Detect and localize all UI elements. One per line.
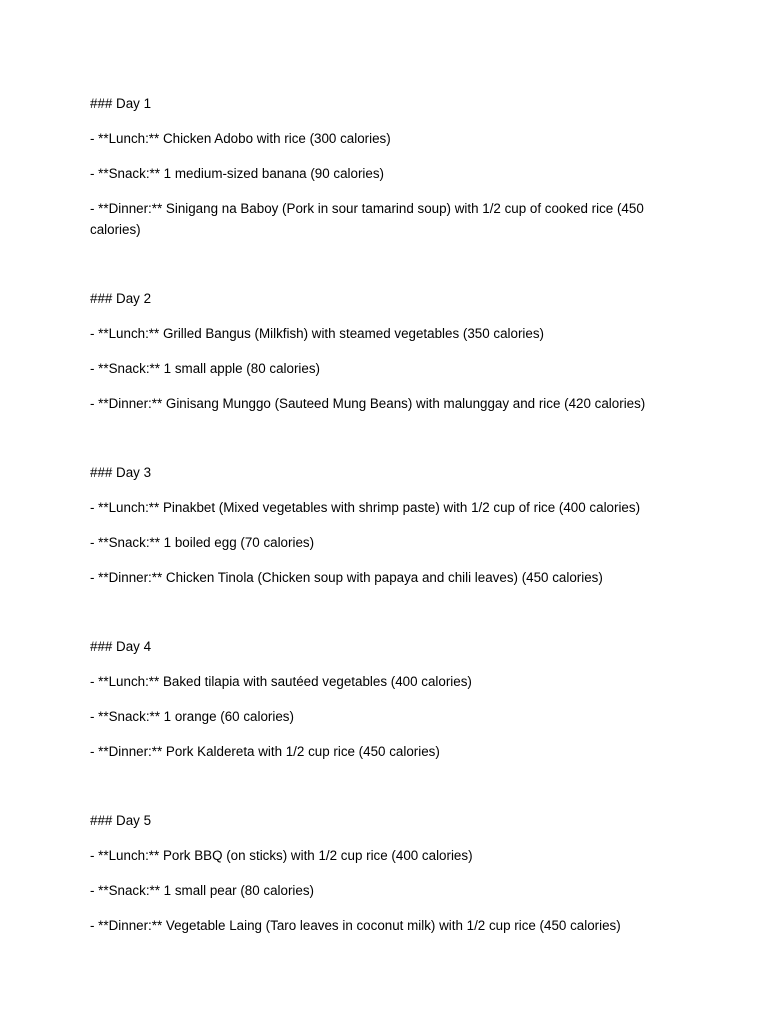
meal-item-dinner: - **Dinner:** Chicken Tinola (Chicken soup with papaya and chili leaves) (450 calories) xyxy=(90,570,603,585)
day-heading: ### Day 2 xyxy=(90,291,152,306)
meal-item-dinner: - **Dinner:** Ginisang Munggo (Sauteed Mung Beans) with malunggay and rice (420 calories) xyxy=(90,396,646,411)
meal-item-dinner: - **Dinner:** Vegetable Laing (Taro leaves in coconut milk) with 1/2 cup rice (450 calories) xyxy=(90,918,621,933)
day-heading: ### Day 4 xyxy=(90,639,152,654)
meal-item-snack: - **Snack:** 1 orange (60 calories) xyxy=(90,709,294,724)
day-section-1 xyxy=(90,93,690,240)
meal-item-snack: - **Snack:** 1 small pear (80 calories) xyxy=(90,883,315,898)
meal-item-lunch: - **Lunch:** Grilled Bangus (Milkfish) with steamed vegetables (350 calories) xyxy=(90,326,545,341)
meal-item-snack: - **Snack:** 1 small apple (80 calories) xyxy=(90,361,320,376)
meal-item-lunch: - **Lunch:** Pork BBQ (on sticks) with 1/2 cup rice (400 calories) xyxy=(90,848,473,863)
meal-item-lunch: - **Lunch:** Baked tilapia with sautéed vegetables (400 calories) xyxy=(90,674,472,689)
document-body xyxy=(90,93,690,936)
meal-item-lunch: - **Lunch:** Chicken Adobo with rice (300 calories) xyxy=(90,131,391,146)
day-heading: ### Day 5 xyxy=(90,813,152,828)
day-section-2 xyxy=(90,288,690,414)
day-heading: ### Day 1 xyxy=(90,96,152,111)
day-section-4 xyxy=(90,636,690,762)
meal-item-snack: - **Snack:** 1 boiled egg (70 calories) xyxy=(90,535,315,550)
meal-item-snack: - **Snack:** 1 medium-sized banana (90 calories) xyxy=(90,166,384,181)
meal-item-dinner: - **Dinner:** Pork Kaldereta with 1/2 cup rice (450 calories) xyxy=(90,744,440,759)
meal-item-lunch: - **Lunch:** Pinakbet (Mixed vegetables with shrimp paste) with 1/2 cup of rice (400 calories) xyxy=(90,500,641,515)
day-heading: ### Day 3 xyxy=(90,465,152,480)
day-section-3 xyxy=(90,462,690,588)
meal-item-dinner: - **Dinner:** Sinigang na Baboy (Pork in sour tamarind soup) with 1/2 cup of cooked rice (450 calories) xyxy=(90,201,644,237)
day-section-5 xyxy=(90,810,690,936)
